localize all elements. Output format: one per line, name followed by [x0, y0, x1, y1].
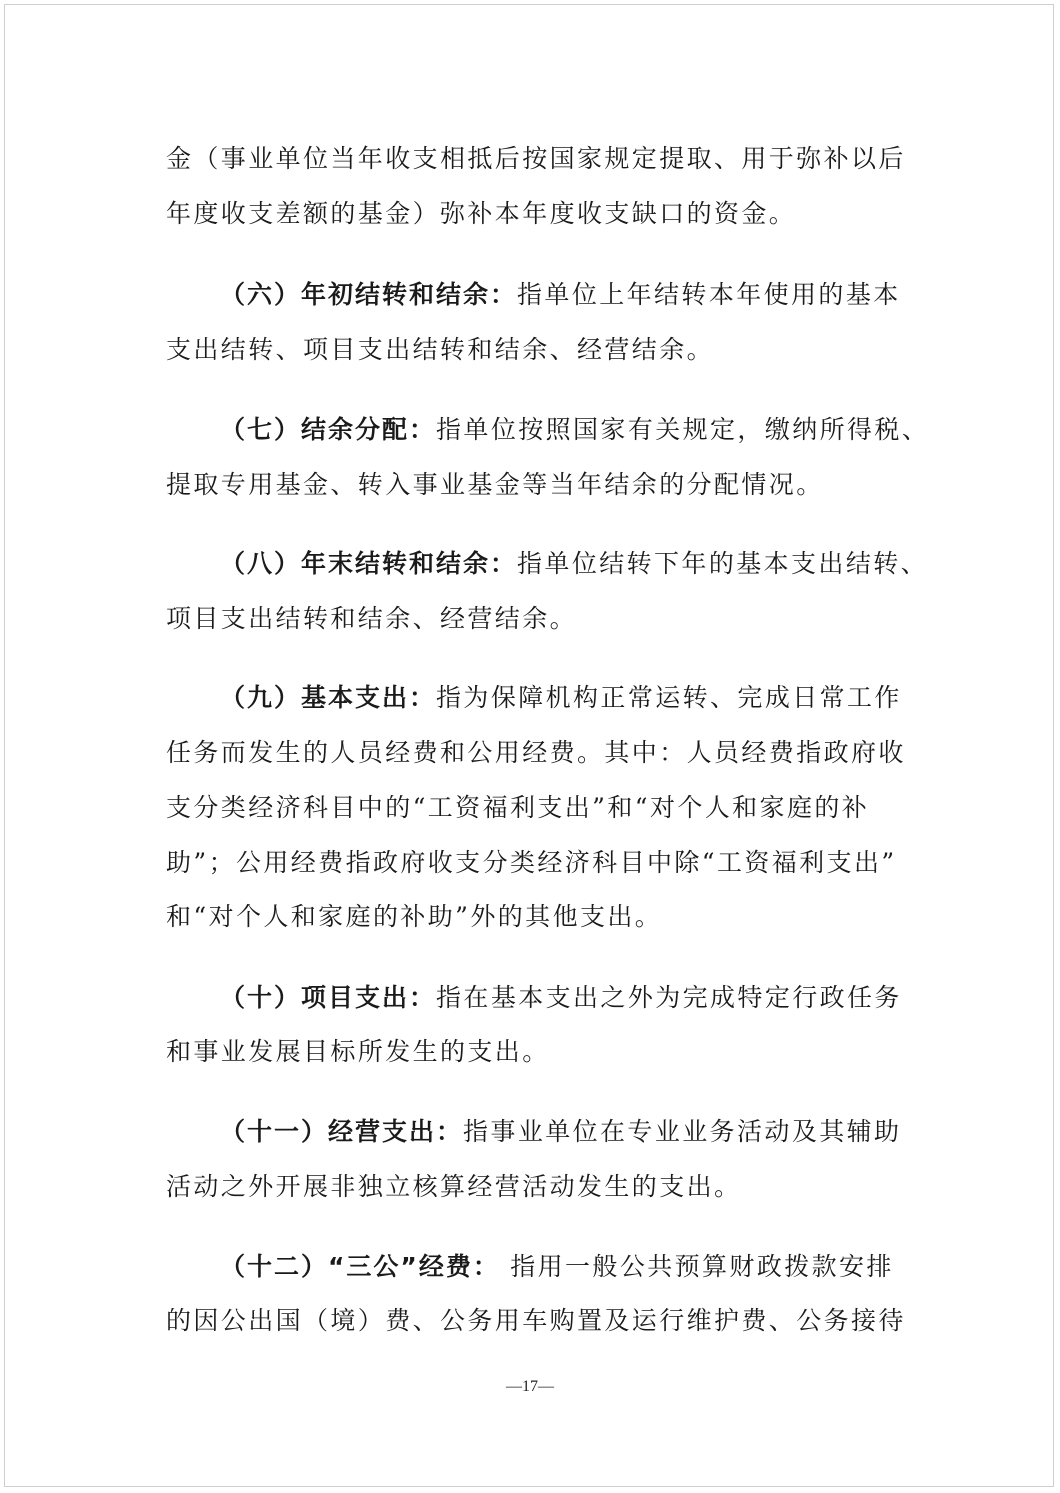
term-heading: （七）结余分配：	[220, 415, 437, 444]
definition-text: 指单位上年结转本年使用的基本	[517, 280, 901, 309]
paragraph-first-line	[220, 278, 901, 312]
term-heading: （十）项目支出：	[220, 983, 437, 1012]
paragraph-line: 支出结转、项目支出结转和结余、经营结余。	[166, 335, 715, 364]
definition-text: 指单位结转下年的基本支出结转、	[517, 549, 929, 578]
paragraph-first-line	[220, 547, 929, 581]
definition-text: 指在基本支出之外为完成特定行政任务	[436, 983, 902, 1012]
paragraph-line: 提取专用基金、转入事业基金等当年结余的分配情况。	[166, 470, 824, 499]
definition-text: 指为保障机构正常运转、完成日常工作	[436, 683, 902, 712]
page-number: —17—	[506, 1378, 554, 1395]
term-heading: （八）年末结转和结余：	[220, 549, 518, 578]
paragraph-first-line	[220, 1250, 896, 1284]
paragraph-line: 的因公出国（境）费、公务用车购置及运行维护费、公务接待	[166, 1306, 906, 1335]
term-heading: （十二）“三公”经费：	[220, 1252, 500, 1281]
paragraph-line: 助”；公用经费指政府收支分类经济科目中除“工资福利支出”	[166, 848, 897, 877]
paragraph-line: 和“对个人和家庭的补助”外的其他支出。	[166, 902, 663, 931]
paragraph-continuation-line: 金（事业单位当年收支相抵后按国家规定提取、用于弥补以后	[166, 144, 906, 173]
paragraph-line: 支分类经济科目中的“工资福利支出”和“对个人和家庭的补	[166, 793, 870, 822]
term-heading: （九）基本支出：	[220, 683, 437, 712]
paragraph-line: 项目支出结转和结余、经营结余。	[166, 604, 578, 633]
paragraph-first-line	[220, 681, 902, 715]
paragraph-line: 任务而发生的人员经费和公用经费。其中：人员经费指政府收	[166, 738, 906, 767]
term-heading: （六）年初结转和结余：	[220, 280, 518, 309]
paragraph-first-line	[220, 413, 930, 447]
paragraph-continuation-line: 年度收支差额的基金）弥补本年度收支缺口的资金。	[166, 199, 797, 228]
definition-text: 指用一般公共预算财政拨款安排	[499, 1252, 894, 1281]
paragraph-line: 活动之外开展非独立核算经营活动发生的支出。	[166, 1172, 742, 1201]
definition-text: 指事业单位在专业业务活动及其辅助	[463, 1117, 902, 1146]
definition-text: 指单位按照国家有关规定，缴纳所得税、	[436, 415, 930, 444]
term-heading: （十一）经营支出：	[220, 1117, 464, 1146]
paragraph-line: 和事业发展目标所发生的支出。	[166, 1037, 550, 1066]
paragraph-first-line	[220, 1115, 902, 1149]
paragraph-first-line	[220, 981, 902, 1015]
